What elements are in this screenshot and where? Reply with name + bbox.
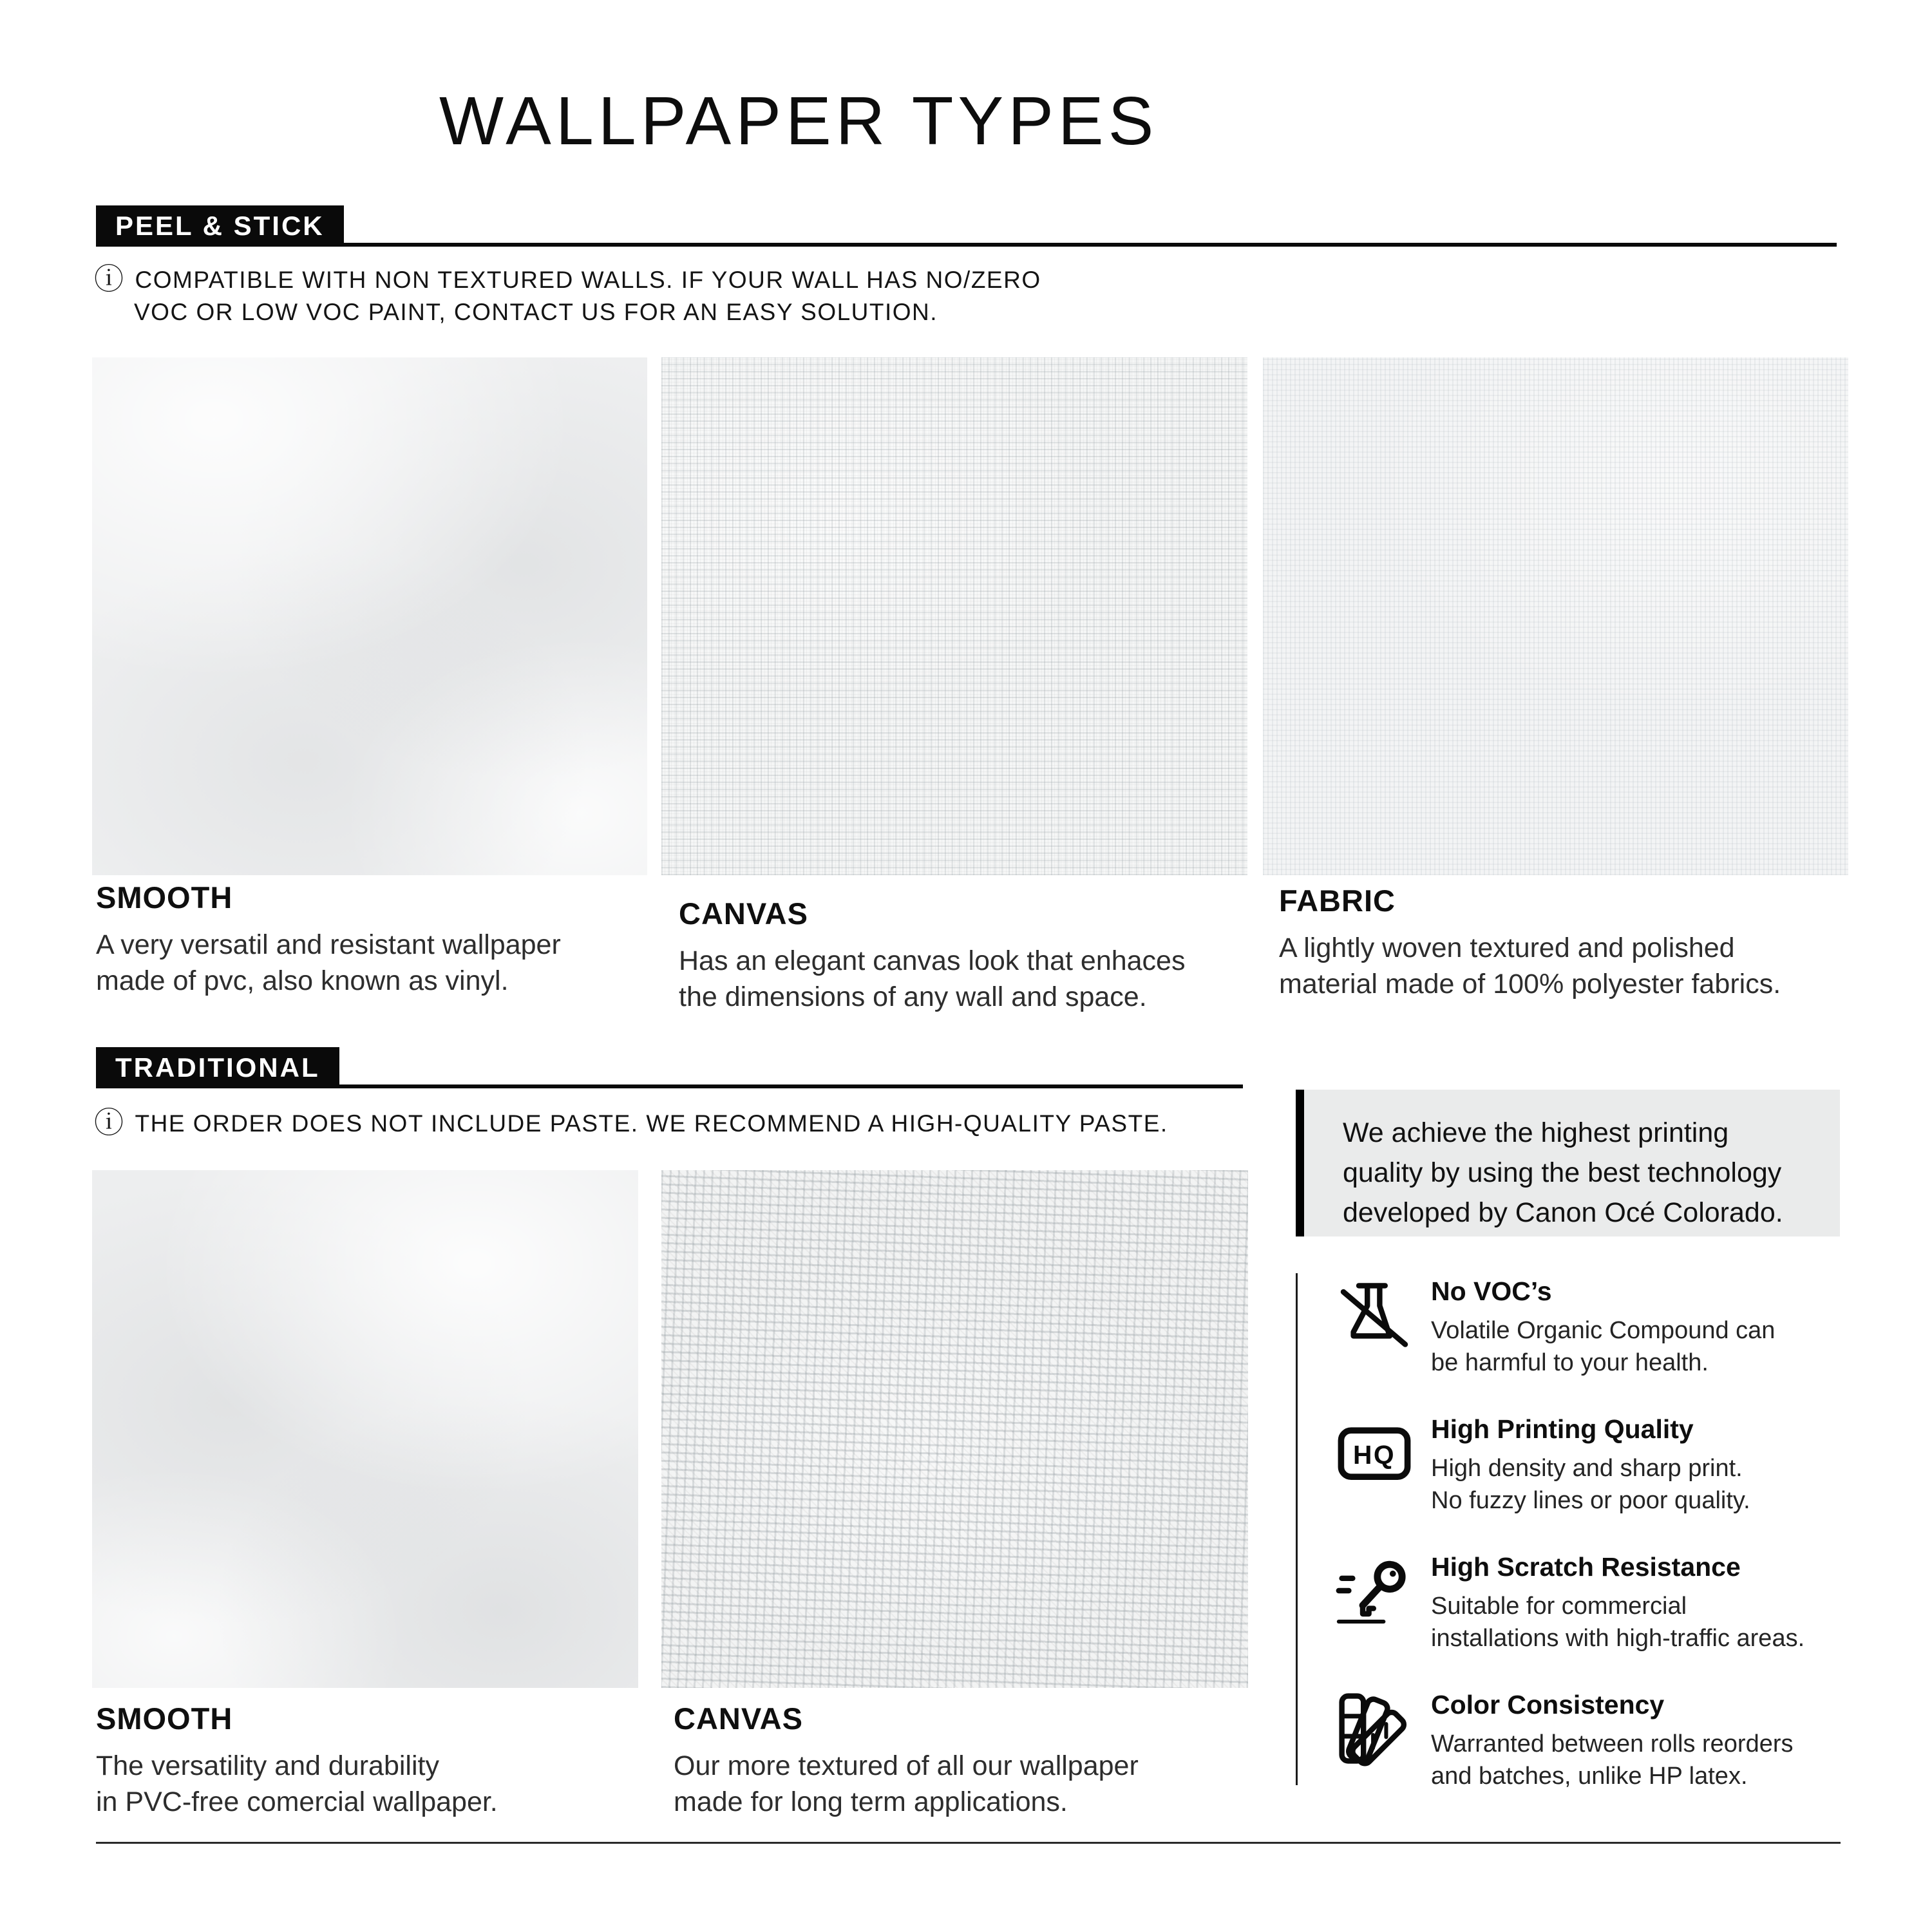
- swatch-image-peel-canvas: [661, 357, 1247, 875]
- feature-color-consistency: [1296, 1690, 1875, 1792]
- swatch-desc-line: Our more textured of all our wallpaper: [674, 1750, 1139, 1781]
- swatch-desc-line: in PVC-free comercial wallpaper.: [96, 1786, 498, 1817]
- feature-line: be harmful to your health.: [1431, 1349, 1709, 1376]
- feature-high-printing-quality: [1296, 1414, 1875, 1517]
- no-voc-flask-icon: [1336, 1276, 1413, 1354]
- feature-line: installations with high-traffic areas.: [1431, 1625, 1805, 1652]
- peel-stick-note-text1: COMPATIBLE WITH NON TEXTURED WALLS. IF YOUR WALL HAS NO/ZERO: [135, 267, 1041, 293]
- caption-peel-canvas: [679, 896, 1185, 1015]
- feature-no-voc: [1296, 1276, 1875, 1379]
- hq-badge-icon: [1336, 1414, 1413, 1492]
- info-icon: ⓘ: [94, 262, 125, 296]
- color-fan-icon: [1336, 1690, 1413, 1767]
- section-label-traditional: [96, 1047, 339, 1088]
- feature-title: No VOC’s: [1431, 1276, 1552, 1306]
- section-label-traditional-text: TRADITIONAL: [115, 1052, 320, 1083]
- traditional-note-text: THE ORDER DOES NOT INCLUDE PASTE. WE RECOMMEND A HIGH-QUALITY PASTE.: [135, 1110, 1168, 1137]
- swatch-desc-line: The versatility and durability: [96, 1750, 439, 1781]
- quality-callout-line: We achieve the highest printing: [1343, 1117, 1729, 1148]
- swatch-desc-line: A lightly woven textured and polished: [1279, 933, 1735, 963]
- printing-quality-callout: [1296, 1090, 1840, 1236]
- feature-line: High density and sharp print.: [1431, 1455, 1743, 1482]
- swatch-desc-line: A very versatil and resistant wallpaper: [96, 929, 561, 960]
- swatch-image-traditional-smooth: [92, 1170, 638, 1688]
- traditional-note-line: [94, 1106, 1168, 1139]
- swatch-image-peel-fabric: [1263, 357, 1848, 875]
- swatch-desc-line: the dimensions of any wall and space.: [679, 981, 1147, 1012]
- swatch-name: FABRIC: [1279, 884, 1396, 918]
- feature-line: No fuzzy lines or poor quality.: [1431, 1487, 1750, 1514]
- swatch-name: SMOOTH: [96, 880, 233, 914]
- section-label-peel-stick: [96, 205, 344, 247]
- swatch-name: CANVAS: [679, 896, 808, 931]
- swatch-name: CANVAS: [674, 1701, 803, 1736]
- feature-line: Warranted between rolls reorders: [1431, 1730, 1794, 1757]
- swatch-desc-line: material made of 100% polyester fabrics.: [1279, 969, 1781, 999]
- feature-title: Color Consistency: [1431, 1690, 1665, 1719]
- info-icon: ⓘ: [94, 1106, 125, 1139]
- swatch-desc-line: made of pvc, also known as vinyl.: [96, 965, 509, 996]
- peel-stick-note-line2: [134, 299, 938, 326]
- feature-line: Suitable for commercial: [1431, 1593, 1687, 1620]
- caption-traditional-canvas: [674, 1701, 1139, 1820]
- swatch-desc-line: Has an elegant canvas look that enhaces: [679, 945, 1186, 976]
- feature-line: Volatile Organic Compound can: [1431, 1317, 1776, 1344]
- feature-title: High Scratch Resistance: [1431, 1552, 1741, 1582]
- quality-callout-line: developed by Canon Océ Colorado.: [1343, 1197, 1783, 1228]
- swatch-image-peel-smooth: [92, 357, 647, 875]
- peel-stick-note-line1: [94, 262, 1041, 296]
- page-title: WALLPAPER TYPES: [439, 83, 1159, 159]
- feature-line: and batches, unlike HP latex.: [1431, 1763, 1748, 1790]
- swatch-image-traditional-canvas: [661, 1170, 1248, 1688]
- caption-traditional-smooth: [96, 1701, 498, 1820]
- peel-stick-rule: [96, 243, 1837, 247]
- quality-callout-line: quality by using the best technology: [1343, 1157, 1782, 1188]
- caption-peel-smooth: [96, 880, 561, 999]
- section-label-peel-stick-text: PEEL & STICK: [115, 211, 325, 241]
- feature-title: High Printing Quality: [1431, 1414, 1694, 1444]
- hq-badge-text: HQ: [1353, 1439, 1396, 1470]
- swatch-name: SMOOTH: [96, 1701, 233, 1736]
- swatch-desc-line: made for long term applications.: [674, 1786, 1068, 1817]
- footer-rule: [96, 1842, 1841, 1844]
- caption-peel-fabric: [1279, 883, 1781, 1002]
- peel-stick-note-text2: VOC OR LOW VOC PAINT, CONTACT US FOR AN EASY SOLUTION.: [134, 299, 938, 325]
- feature-high-scratch-resistance: [1296, 1552, 1875, 1654]
- scratch-key-icon: [1336, 1552, 1413, 1629]
